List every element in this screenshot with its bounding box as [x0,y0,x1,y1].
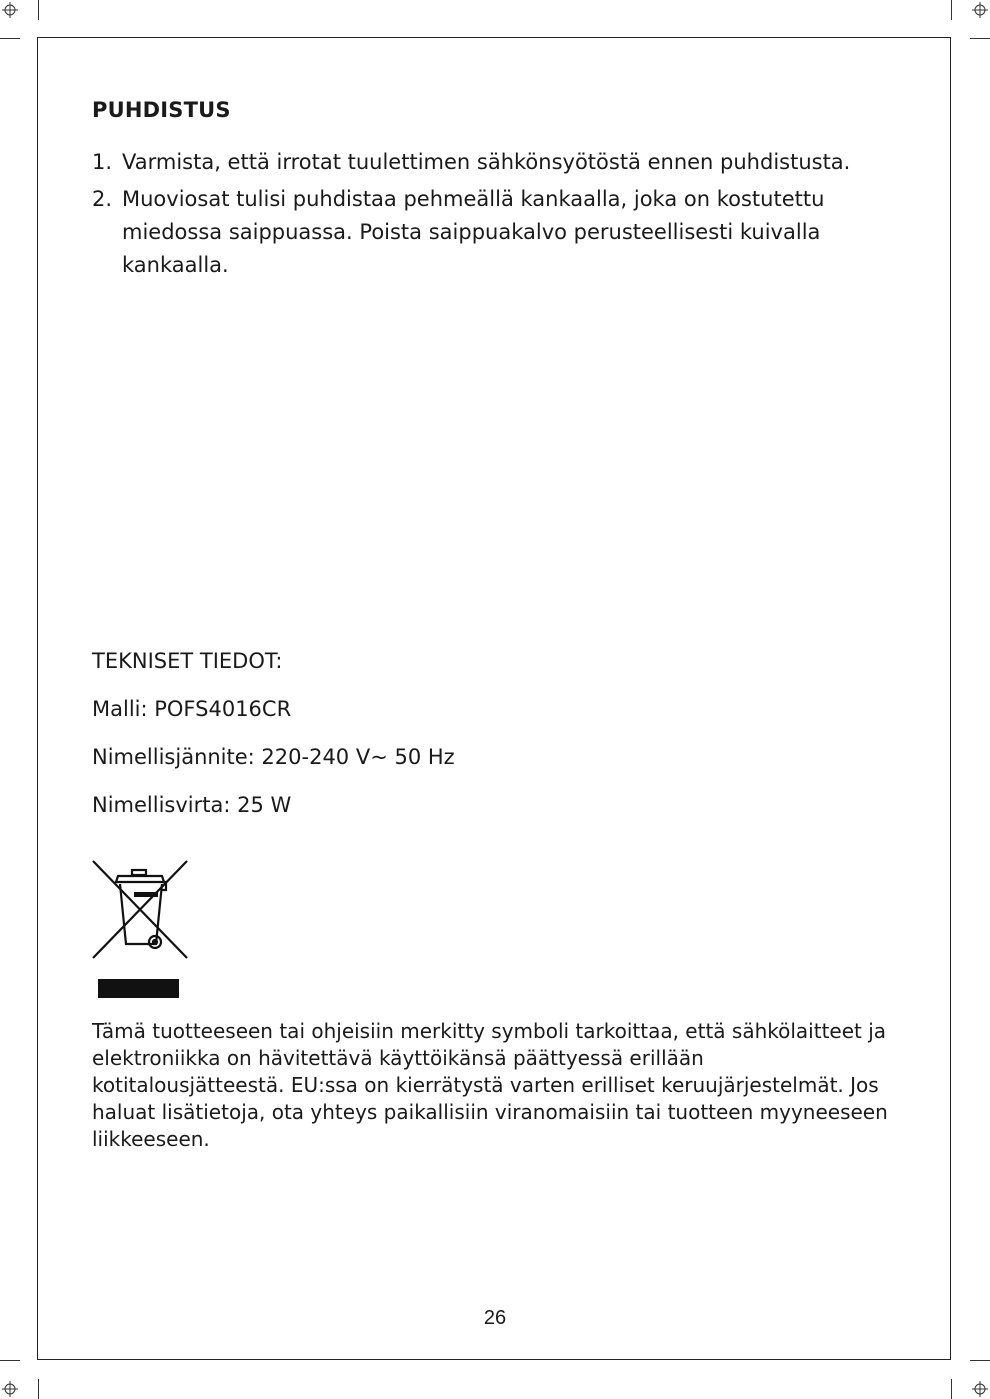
step-text: Muoviosat tulisi puhdistaa pehmeällä kankaalla, joka on kostutettu miedossa saippuassa. Poista saippuakalvo perusteellisesti kuivalla kankaalla. [122,187,825,277]
disposal-notice: Tämä tuotteeseen tai ohjeisiin merkitty symboli tarkoittaa, että sähkölaitteet ja elektroniikka on hävitettävä käyttöikänsä päättyessä erillään kotitalousjätteestä. EU:ssa on kierrätystä varten erilliset keruujärjestelmät. Jos haluat lisätietoja, ota yhteys paikallisiin viranomaisiin tai tuotteen myyneeseen liikkeeseen. [92,1019,888,1151]
crop-mark [38,0,39,20]
list-item [92,146,902,179]
step-text: Varmista, että irrotat tuulettimen sähkönsyötöstä ennen puhdistusta. [122,150,851,174]
step-number: 2. [92,187,113,211]
crossed-out-wheelie-bin-icon [90,858,190,962]
crop-mark [970,1360,990,1361]
registration-mark-icon [972,2,988,18]
cleaning-steps [92,146,902,286]
weee-bar [98,979,179,998]
crop-mark [0,38,20,39]
registration-mark-icon [2,1381,18,1397]
registration-mark-icon [972,1381,988,1397]
step-number: 1. [92,150,113,174]
specs-heading: TEKNISET TIEDOT: [92,649,283,673]
crop-mark [951,1379,952,1399]
crop-mark [38,1379,39,1399]
cleaning-heading: PUHDISTUS [92,98,231,122]
crop-mark [0,1360,20,1361]
list-item [92,183,902,282]
crop-mark [951,0,952,20]
technical-specs [92,648,455,840]
crop-mark [970,38,990,39]
spec-power: Nimellisvirta: 25 W [92,793,292,817]
page-number: 26 [483,1307,507,1329]
spec-model: Malli: POFS4016CR [92,697,292,721]
spec-voltage: Nimellisjännite: 220-240 V~ 50 Hz [92,745,455,769]
registration-mark-icon [2,2,18,18]
